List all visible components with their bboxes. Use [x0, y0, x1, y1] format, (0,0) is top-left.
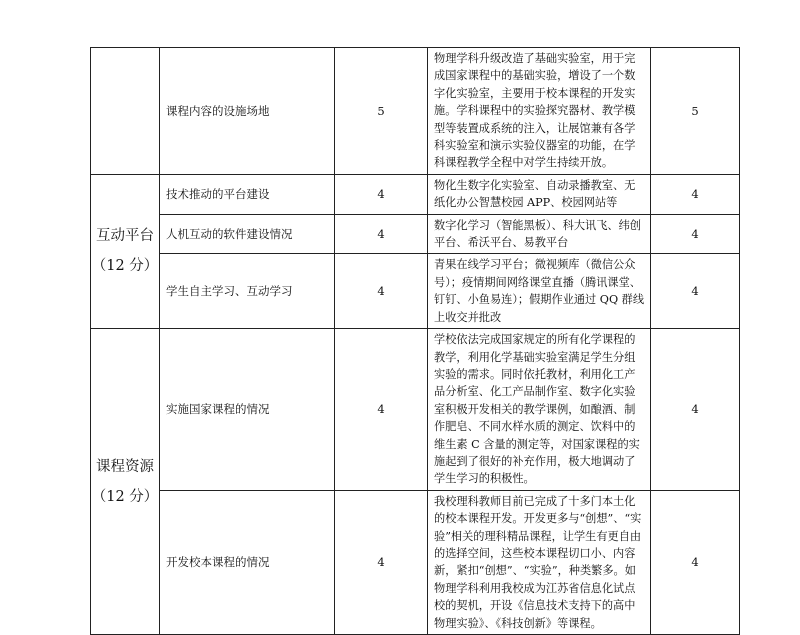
description-cell: 数字化学习（智能黑板）、科大讯飞、纬创平台、希沃平台、易教平台 [428, 214, 651, 254]
category-cell [91, 329, 160, 635]
score-cell: 4 [335, 214, 428, 254]
table-row [91, 48, 740, 175]
category-name: 课程资源 [96, 458, 154, 475]
category-points: （12 分） [91, 258, 159, 275]
evaluation-table [90, 47, 740, 635]
description-cell: 青果在线学习平台；微视频库（微信公众号）；疫情期间网络课堂直播（腾讯课堂、钉钉、小鱼易连）；假期作业通过 QQ 群线上收交并批改 [428, 254, 651, 329]
description-cell: 我校理科教师目前已完成了十多门本土化的校本课程开发。开发更多与“创想”、“实验”相关的理科精品课程，让学生有更自由的选择空间，这些校本课程切口小、内容新，紧扣“创想”、“实验”，种类繁多。如物理学科利用我校成为江苏省信息化试点校的契机，开设《信息技术支持下的高中物理实验》、《科技创新》等课程。 [428, 490, 651, 634]
score-cell: 4 [335, 490, 428, 634]
category-cell-empty [91, 48, 160, 175]
table-row [91, 329, 740, 491]
self-score-cell: 4 [651, 329, 740, 491]
description-cell: 学校依法完成国家规定的所有化学课程的教学，利用化学基础实验室满足学生分组实验的需求。同时依托教材，利用化工产品分析室、化工产品制作室、数字化实验室积极开发相关的教学课例，如酿酒、制作肥皂、不同水样水质的测定、饮料中的维生素 C 含量的测定等，对国家课程的实施起到了很好的补充作用，极大地调动了学生学习的积极性。 [428, 329, 651, 491]
table-row [91, 254, 740, 329]
self-score-cell: 4 [651, 490, 740, 634]
item-cell: 技术推动的平台建设 [160, 174, 335, 214]
self-score-cell: 4 [651, 214, 740, 254]
item-cell: 学生自主学习、互动学习 [160, 254, 335, 329]
score-cell: 4 [335, 254, 428, 329]
item-cell: 实施国家课程的情况 [160, 329, 335, 491]
score-cell: 5 [335, 48, 428, 175]
table-row [91, 214, 740, 254]
table-row [91, 174, 740, 214]
description-cell: 物化生数字化实验室、自动录播教室、无纸化办公智慧校园 APP、校园网站等 [428, 174, 651, 214]
score-cell: 4 [335, 329, 428, 491]
item-cell: 课程内容的设施场地 [160, 48, 335, 175]
self-score-cell: 4 [651, 174, 740, 214]
category-points: （12 分） [91, 488, 159, 505]
category-cell [91, 174, 160, 328]
score-cell: 4 [335, 174, 428, 214]
item-cell: 开发校本课程的情况 [160, 490, 335, 634]
category-name: 互动平台 [96, 228, 154, 245]
item-cell: 人机互动的软件建设情况 [160, 214, 335, 254]
self-score-cell: 4 [651, 254, 740, 329]
table-row [91, 490, 740, 634]
description-cell: 物理学科升级改造了基础实验室，用于完成国家课程中的基础实验，增设了一个数字化实验室，主要用于校本课程的开发实施。学科课程中的实验探究器材、教学模型等装置成系统的注入，让展馆兼有各学科实验室和演示实验仪器室的功能，在学科课程教学全程中对学生持续开放。 [428, 48, 651, 175]
self-score-cell: 5 [651, 48, 740, 175]
